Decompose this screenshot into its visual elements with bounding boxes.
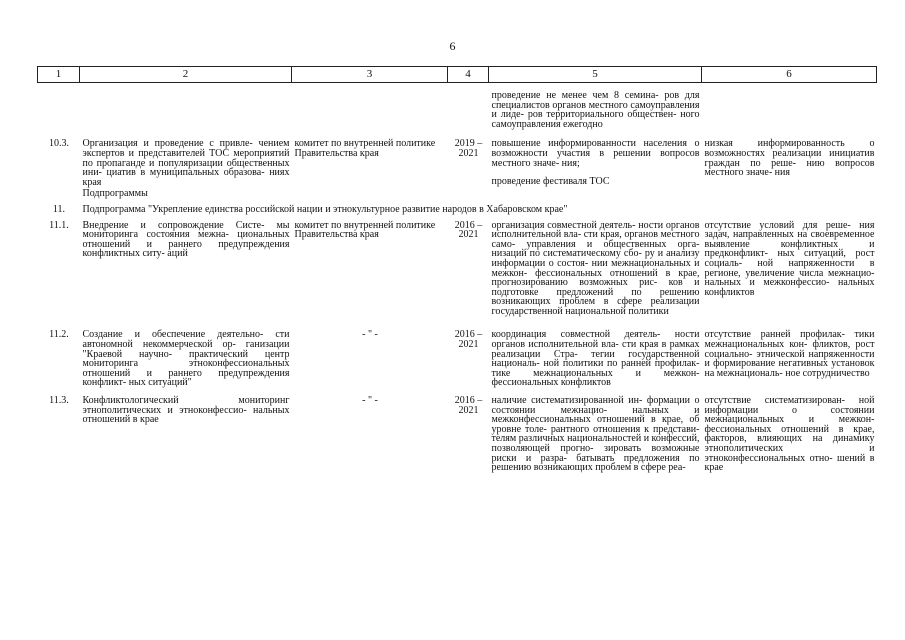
expected-result-item: проведение фестиваля ТОС [491, 176, 610, 188]
column-4-header: 4 [448, 67, 489, 83]
row-number: 10.3. [49, 138, 69, 150]
executor [292, 83, 448, 140]
row-number [38, 83, 80, 140]
measure-name: Создание и обеспечение деятельно- сти автономной некоммерческой ор- ганизации "Краевой научно- практический центр мониторинга этноконфессиональных отношений и раннего предупреждения конфликт- ных ситуаций" [82, 329, 290, 389]
years: 2016 – 2021 [454, 219, 483, 241]
executor: - " - [362, 329, 378, 341]
table-row [38, 330, 877, 396]
expected-result: организация совместной деятель- ности органов исполнительной вла- сти края, органов местного само- управления и общественных орга- низаций по систематическому сбо- ру и анализу информации о состоя- нии межнациональных и межкон- фессиональных отношений в крае, прогнозированию возможных рис- ков и подготовке предложений по решению возникающих проблем в сфере реализации государственной национальной политики [491, 219, 700, 317]
program-table [37, 66, 877, 473]
expected-result: наличие систематизированной ин- формации о состоянии межнацио- нальных и межконфессиональных отношений в крае, об уровне толе- рантного отношения к представи- телям различных национальностей и конфессий, позволяющей прогно- зировать возможные риски и разра- батывать предложения по решению возникающих проблем в сфере реа- [491, 395, 700, 474]
risk: отсутствие систематизирован- ной информации о состоянии межнациональных и межкон- фессиональных отношений в крае, факторов, влияющих на динамику этнополитических и этноконфессиональных отно- шений в крае [704, 395, 875, 474]
row-number: 11.1. [49, 219, 69, 231]
table-row [38, 139, 877, 187]
table-row [38, 396, 877, 473]
column-2-header: 2 [80, 67, 292, 83]
expected-result-item: повышение информированности населения о возможности участия в решении вопросов местного значе- ния; [491, 138, 700, 169]
section-row [38, 187, 877, 205]
executor: - " - [362, 395, 378, 407]
years: 2016 – 2021 [454, 395, 483, 416]
years: 2019 – 2021 [454, 138, 483, 159]
subprogram-row [38, 205, 877, 221]
table-row [38, 83, 877, 140]
row-number: 11. [52, 203, 66, 215]
column-6-header: 6 [702, 67, 877, 83]
section-heading: Подпрограммы [82, 188, 148, 200]
measure-name: Организация и проведение с привле- чением экспертов и представителей ТОС мероприятий по пропаганде и популяризации общественных ини- циатив в муниципальных образова- ниях края [82, 138, 290, 188]
subprogram-title: Подпрограмма "Укрепление единства российской нации и этнокультурное развитие народов в Хабаровском крае" [82, 203, 568, 215]
row-number: 11.3. [49, 395, 69, 407]
row-number: 11.2. [49, 329, 69, 341]
column-1-header: 1 [38, 67, 80, 83]
measure-name: Конфликтологический мониторинг этнополитических и этноконфессио- нальных отношений в крае [82, 395, 290, 426]
risk: отсутствие условий для реше- ния задач, направленных на своевременное выявление конфликтных и предконфликт- ных ситуаций, рост социаль- ной напряженности в регионе, увеличение числа межнацио- нальных и межконфессио- нальных конфликтов [704, 219, 875, 298]
page-number: 6 [449, 39, 456, 53]
expected-result: координация совместной деятель- ности органов исполнительной вла- сти края в рамках реализации Стра- тегии государственной националь- ной политики по ранней профилак- тике межнациональных и межкон- фессиональных конфликтов [491, 329, 700, 389]
column-5-header: 5 [489, 67, 702, 83]
measure-name [80, 83, 292, 140]
column-number-header [38, 67, 877, 83]
risk: низкая информированность о возможностях реализации инициатив граждан по реше- нию вопросов местного значе- ния [704, 138, 875, 179]
table-row [38, 221, 877, 331]
executor: комитет по внутренней политике Правительства края [294, 219, 436, 241]
expected-result [489, 139, 702, 187]
years: 2016 – 2021 [454, 329, 483, 351]
column-3-header: 3 [292, 67, 448, 83]
measure-name: Внедрение и сопровождение Систе- мы мониторинга состояния межна- циональных отношений и раннего предупреждения конфликтных ситу- аций [82, 219, 290, 260]
risk [702, 83, 877, 140]
years [448, 83, 489, 140]
risk: отсутствие ранней профилак- тики межнациональных кон- фликтов, рост социально- этнической напряженности и формирование негативных установок на межнациональ- ное сотрудничество [704, 329, 875, 379]
expected-result: проведение не менее чем 8 семина- ров для специалистов органов местного самоуправления и лиде- ров территориального обществен- ного самоуправления ежегодно [491, 90, 700, 130]
executor: комитет по внутренней политике Правительства края [294, 138, 436, 159]
